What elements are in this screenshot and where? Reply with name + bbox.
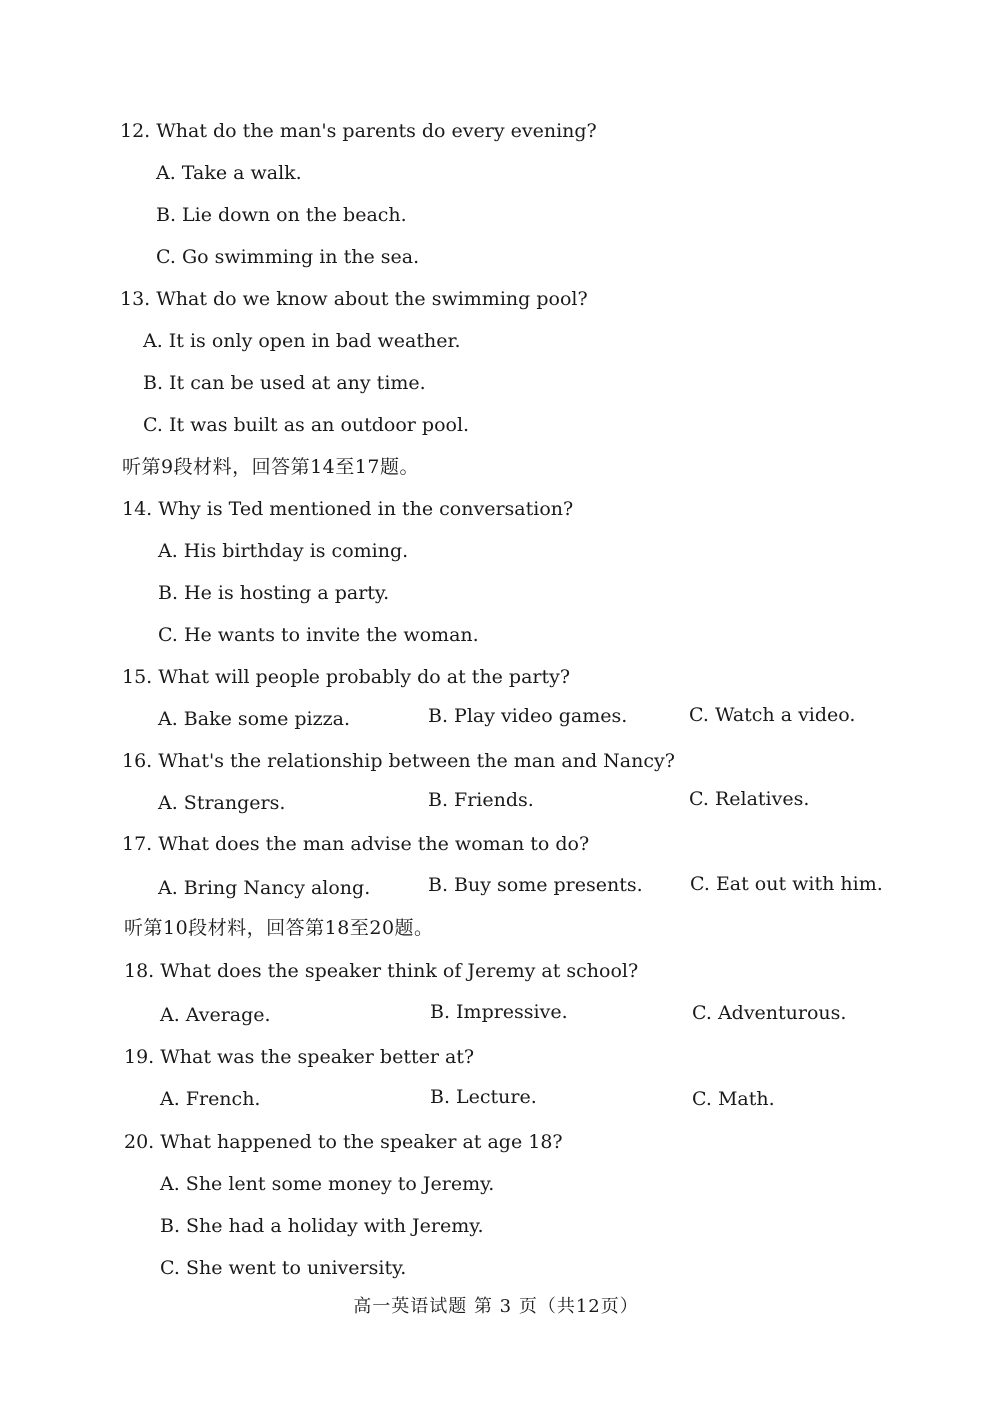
question-14-option-a: A. His birthday is coming.	[158, 540, 409, 562]
question-18-stem: 18. What does the speaker think of Jeremy at school?	[124, 960, 639, 982]
question-13-option-b: B. It can be used at any time.	[143, 372, 426, 394]
question-19-option-a: A. French.	[160, 1088, 261, 1110]
question-15-option-b: B. Play video games.	[428, 705, 628, 727]
question-16-option-a: A. Strangers.	[158, 792, 286, 814]
question-20-stem: 20. What happened to the speaker at age 18?	[124, 1131, 563, 1153]
question-17-stem: 17. What does the man advise the woman to do?	[122, 833, 590, 855]
page-footer: 高一英语试题 第 3 页（共12页）	[353, 1296, 639, 1317]
question-17-option-b: B. Buy some presents.	[428, 874, 643, 896]
question-19-option-c: C. Math.	[692, 1088, 775, 1110]
question-16-option-b: B. Friends.	[428, 789, 534, 811]
section-9-instruction: 听第9段材料，回答第14至17题。	[122, 456, 419, 478]
question-18-option-c: C. Adventurous.	[692, 1002, 847, 1024]
question-12-stem: 12. What do the man's parents do every evening?	[120, 120, 597, 142]
question-18-option-b: B. Impressive.	[430, 1001, 568, 1023]
question-12-option-a: A. Take a walk.	[156, 162, 302, 184]
question-17-option-a: A. Bring Nancy along.	[158, 877, 371, 899]
question-20-option-c: C. She went to university.	[160, 1257, 407, 1279]
question-14-option-c: C. He wants to invite the woman.	[158, 624, 479, 646]
section-10-instruction: 听第10段材料，回答第18至20题。	[124, 917, 434, 939]
question-20-option-b: B. She had a holiday with Jeremy.	[160, 1215, 484, 1237]
question-15-option-a: A. Bake some pizza.	[158, 708, 351, 730]
question-13-option-a: A. It is only open in bad weather.	[143, 330, 461, 352]
question-16-option-c: C. Relatives.	[689, 788, 810, 810]
question-19-stem: 19. What was the speaker better at?	[124, 1046, 475, 1068]
question-12-option-c: C. Go swimming in the sea.	[156, 246, 420, 268]
question-20-option-a: A. She lent some money to Jeremy.	[160, 1173, 495, 1195]
question-14-stem: 14. Why is Ted mentioned in the conversation?	[122, 498, 574, 520]
question-12-option-b: B. Lie down on the beach.	[156, 204, 407, 226]
question-14-option-b: B. He is hosting a party.	[158, 582, 390, 604]
question-19-option-b: B. Lecture.	[430, 1086, 537, 1108]
question-15-stem: 15. What will people probably do at the party?	[122, 666, 571, 688]
question-15-option-c: C. Watch a video.	[689, 704, 856, 726]
question-13-option-c: C. It was built as an outdoor pool.	[143, 414, 470, 436]
question-17-option-c: C. Eat out with him.	[690, 873, 883, 895]
question-13-stem: 13. What do we know about the swimming pool?	[120, 288, 588, 310]
question-18-option-a: A. Average.	[160, 1004, 271, 1026]
question-16-stem: 16. What's the relationship between the man and Nancy?	[122, 750, 675, 772]
